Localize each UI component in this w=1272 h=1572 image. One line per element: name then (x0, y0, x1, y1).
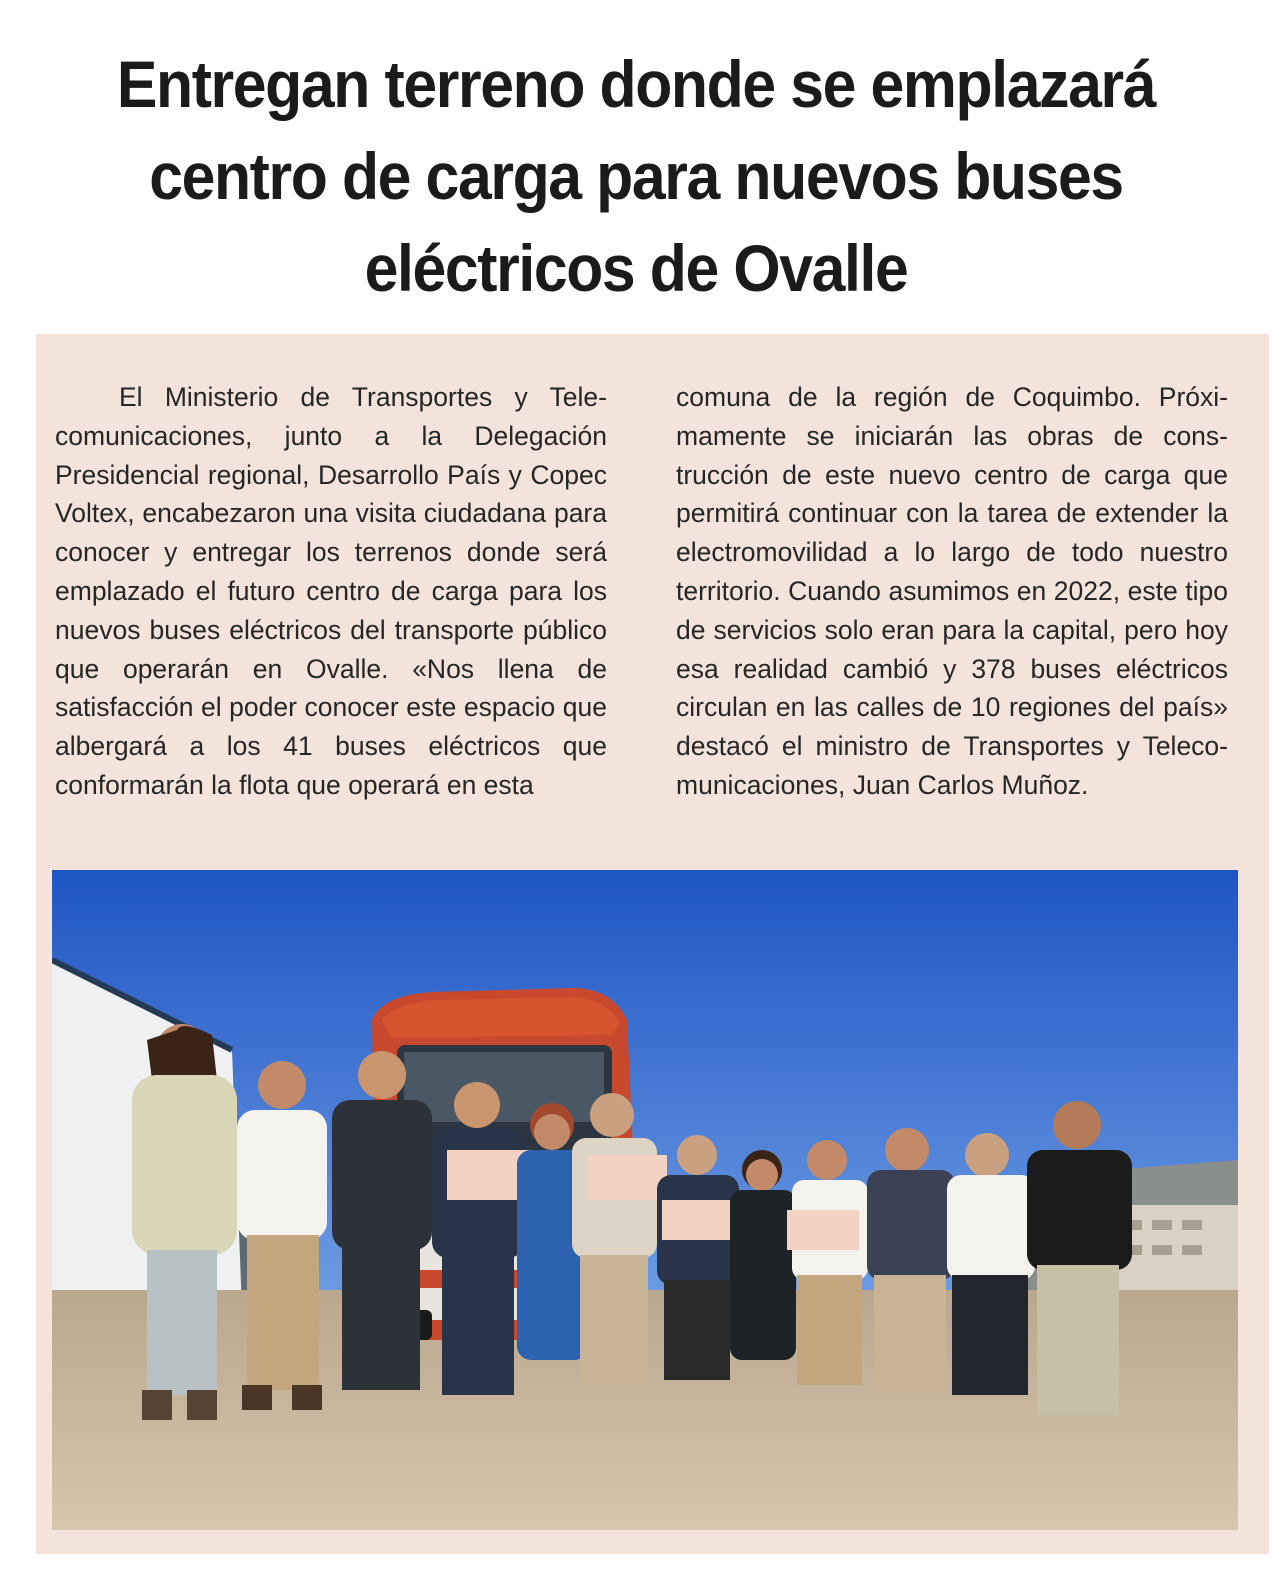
body-column-right: comuna de la región de Coquimbo. Próximamente se iniciarán las obras de construcción de este nuevo centro de carga que permitirá continuar con la tarea de extender la electromovilidad a lo largo de todo nuestro territorio. Cuando asumimos en 2022, este tipo de servicios solo eran para la capital, pero hoy esa realidad cambió y 378 buses eléctricos circulan en las calles de 10 regiones del país» destacó el ministro de Transportes y Telecomunicaciones, Juan Carlos Muñoz. (676, 382, 1228, 800)
article-body-panel (36, 334, 1269, 1554)
headline-line-3: eléctricos de Ovalle (364, 231, 908, 305)
photo-illustration (52, 870, 1238, 1530)
headline-line-2: centro de carga para nuevos buses (149, 139, 1123, 213)
article-photo (52, 870, 1238, 1530)
headline-line-1: Entregan terreno donde se emplazará (116, 47, 1156, 121)
article-headline (88, 38, 1185, 314)
body-column-left: El Ministerio de Transportes y Telecomunicaciones, junto a la Delegación Presidencial regional, Desarrollo País y Copec Voltex, encabezaron una visita ciudadana para conocer y entregar los terrenos donde será emplazado el futuro centro de carga para los nuevos buses eléctricos del transporte público que operarán en Ovalle. «Nos llena de satisfacción el poder conocer este espacio que albergará a los 41 buses eléctricos que conformarán la flota que operará en esta (55, 382, 607, 800)
